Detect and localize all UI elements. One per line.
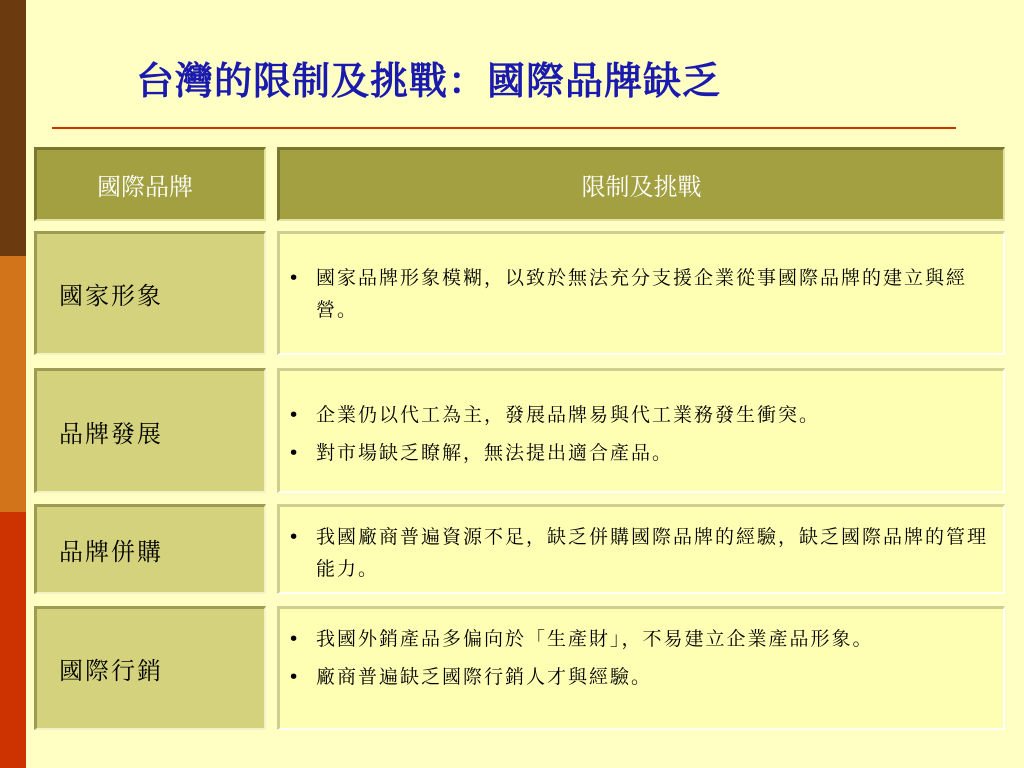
header-brand: 國際品牌 [34, 147, 266, 221]
list-item: • 企業仍以代工為主，發展品牌易與代工業務發生衝突。 [284, 399, 991, 431]
row-label-national-image: 國家形象 [34, 231, 266, 355]
list-item: • 我國外銷產品多偏向於「生產財」，不易建立企業產品形象。 [284, 623, 991, 655]
list-item: • 國家品牌形象模糊，以致於無法充分支援企業從事國際品牌的建立與經營。 [284, 262, 991, 326]
left-accent-strip-middle [0, 256, 26, 512]
row-content-national-image [277, 231, 1005, 355]
row-content-international-marketing [277, 606, 1005, 730]
row-label-brand-development: 品牌發展 [34, 368, 266, 493]
list-item: • 我國廠商普遍資源不足，缺乏併購國際品牌的經驗，缺乏國際品牌的管理能力。 [284, 521, 991, 585]
slide-title: 台灣的限制及挑戰：國際品牌缺乏 [136, 58, 722, 103]
list-item: • 廠商普遍缺乏國際行銷人才與經驗。 [284, 661, 991, 693]
row-content-brand-development [277, 368, 1005, 493]
left-accent-strip-top [0, 0, 26, 256]
list-item: • 對市場缺乏瞭解，無法提出適合產品。 [284, 437, 991, 469]
row-content-brand-acquisition [277, 504, 1005, 594]
row-label-international-marketing: 國際行銷 [34, 606, 266, 730]
row-label-brand-acquisition: 品牌併購 [34, 504, 266, 594]
header-challenges: 限制及挑戰 [277, 147, 1005, 221]
title-divider [52, 127, 956, 129]
left-accent-strip-bottom [0, 512, 26, 768]
